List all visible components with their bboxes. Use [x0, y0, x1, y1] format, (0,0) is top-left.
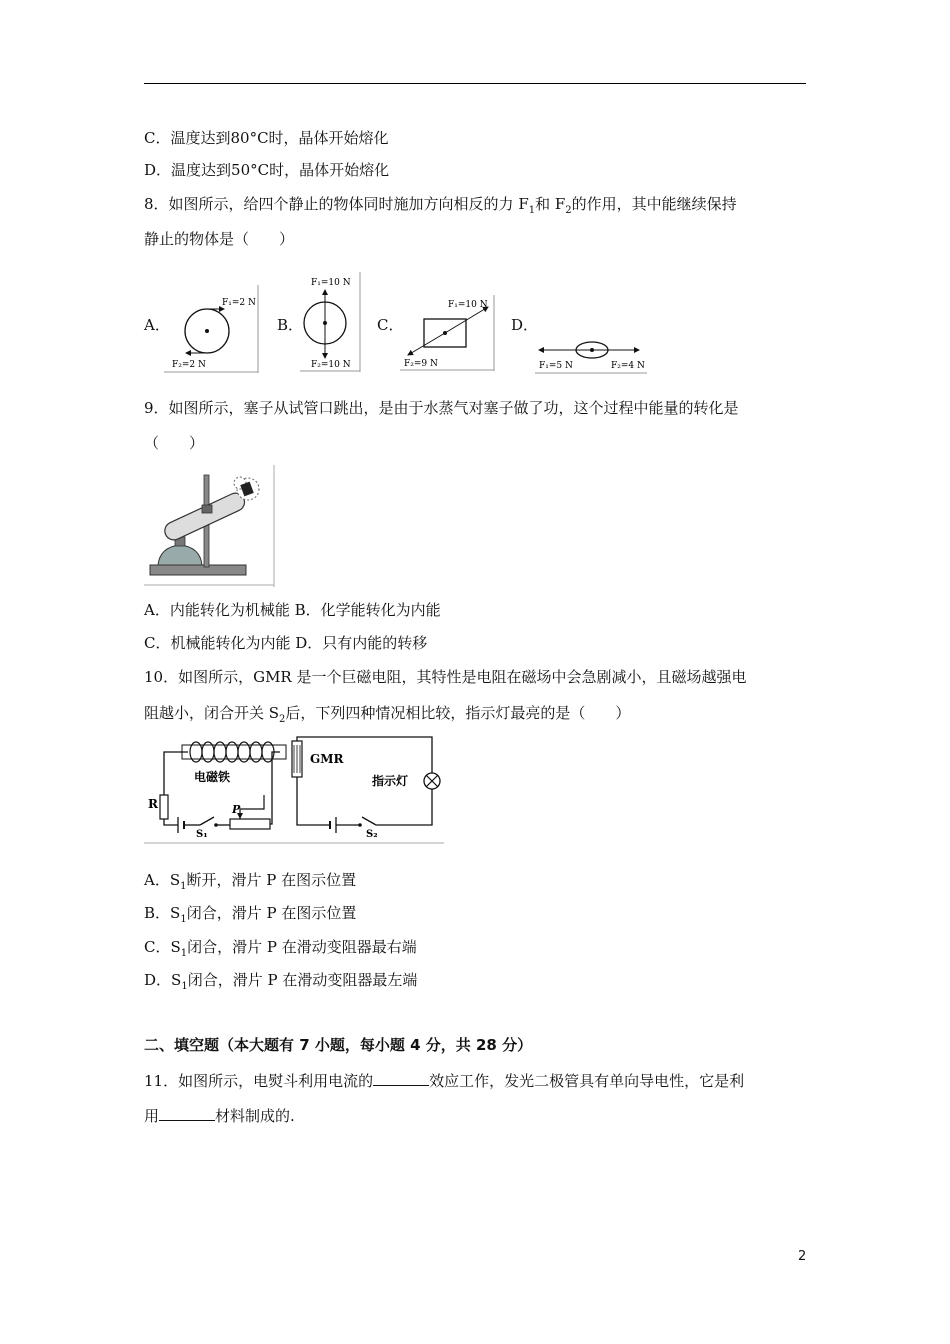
- q8-stem: 8．如图所示，给四个静止的物体同时施加方向相反的力 $F_1$和 $F_2$的作用，其中能继续保持: [144, 195, 737, 216]
- q10-option-c: C．$S_1$闭合，滑片 P 在滑动变阻器最右端: [144, 938, 417, 959]
- q8b-f1-label: F₁=10 N: [311, 278, 351, 288]
- q8-stem-line2: 静止的物体是（ ）: [144, 230, 295, 248]
- q10-stem-line2: 阻越小，闭合开关 $S_2$后，下列四种情况相比较，指示灯最亮的是（ ）: [144, 704, 631, 725]
- q8a-f2-label: F₂=2 N: [172, 360, 206, 370]
- indicator-lamp-label: 指示灯: [372, 774, 409, 788]
- q8a-f1-label: F₁=2 N: [222, 298, 256, 308]
- slider-p-label: P: [232, 803, 241, 816]
- resistor-r-label: R: [148, 797, 158, 811]
- q8d-f1-label: F₁=5 N: [539, 361, 573, 371]
- q10-option-a: A．$S_1$断开，滑片 P 在图示位置: [144, 871, 357, 892]
- switch-s1-label: S₁: [196, 829, 208, 840]
- q8-label-d: D．: [511, 316, 539, 334]
- switch-s2-label: S₂: [366, 829, 378, 840]
- q10-option-d: D．$S_1$闭合，滑片 P 在滑动变阻器最左端: [144, 971, 418, 992]
- electromagnet-label: 电磁铁: [194, 770, 231, 784]
- q8c-f2-label: F₂=9 N: [404, 359, 438, 369]
- gmr-label: GMR: [310, 752, 344, 766]
- q8-figure-a: [164, 285, 260, 373]
- q8c-f1-label: F₁=10 N: [448, 300, 488, 310]
- q11-blank-2[interactable]: [159, 1106, 215, 1121]
- q10-circuit-figure: [144, 733, 444, 845]
- q7-option-d: D．温度达到50°C时，晶体开始熔化: [144, 161, 390, 179]
- q8-label-a: A．: [144, 316, 170, 334]
- q8-figure-c: [400, 295, 496, 371]
- q11-blank-1[interactable]: [373, 1071, 429, 1086]
- q9-stem-line2: （ ）: [144, 434, 205, 452]
- q7-option-c: C．温度达到80°C时，晶体开始熔化: [144, 129, 389, 147]
- q9-test-tube-figure: [144, 465, 276, 587]
- header-rule: [144, 83, 806, 84]
- q8b-f2-label: F₂=10 N: [311, 360, 351, 370]
- q8-figure-b: [300, 272, 362, 372]
- q9-options-cd: C．机械能转化为内能 D．只有内能的转移: [144, 634, 428, 652]
- q9-options-ab: A．内能转化为机械能 B．化学能转化为内能: [144, 601, 441, 619]
- q9-stem: 9．如图所示，塞子从试管口跳出，是由于水蒸气对塞子做了功，这个过程中能量的转化是: [144, 399, 739, 417]
- q11-stem: 11．如图所示，电熨斗利用电流的 效应工作，发光二极管具有单向导电性，它是利: [144, 1072, 745, 1090]
- q10-stem: 10．如图所示，GMR 是一个巨磁电阻，其特性是电阻在磁场中会急剧减小，且磁场越强电: [144, 668, 747, 686]
- q10-option-b: B．$S_1$闭合，滑片 P 在图示位置: [144, 904, 357, 925]
- q11-stem-line2: 用 材料制成的.: [144, 1107, 295, 1125]
- page-number: 2: [798, 1249, 807, 1264]
- section-2-heading: 二、填空题（本大题有 7 小题，每小题 4 分，共 28 分）: [144, 1036, 533, 1054]
- q8d-f2-label: F₂=4 N: [611, 361, 645, 371]
- q8-label-c: C．: [377, 316, 404, 334]
- q8-label-b: B．: [277, 316, 304, 334]
- q8-figure-d: [535, 330, 649, 374]
